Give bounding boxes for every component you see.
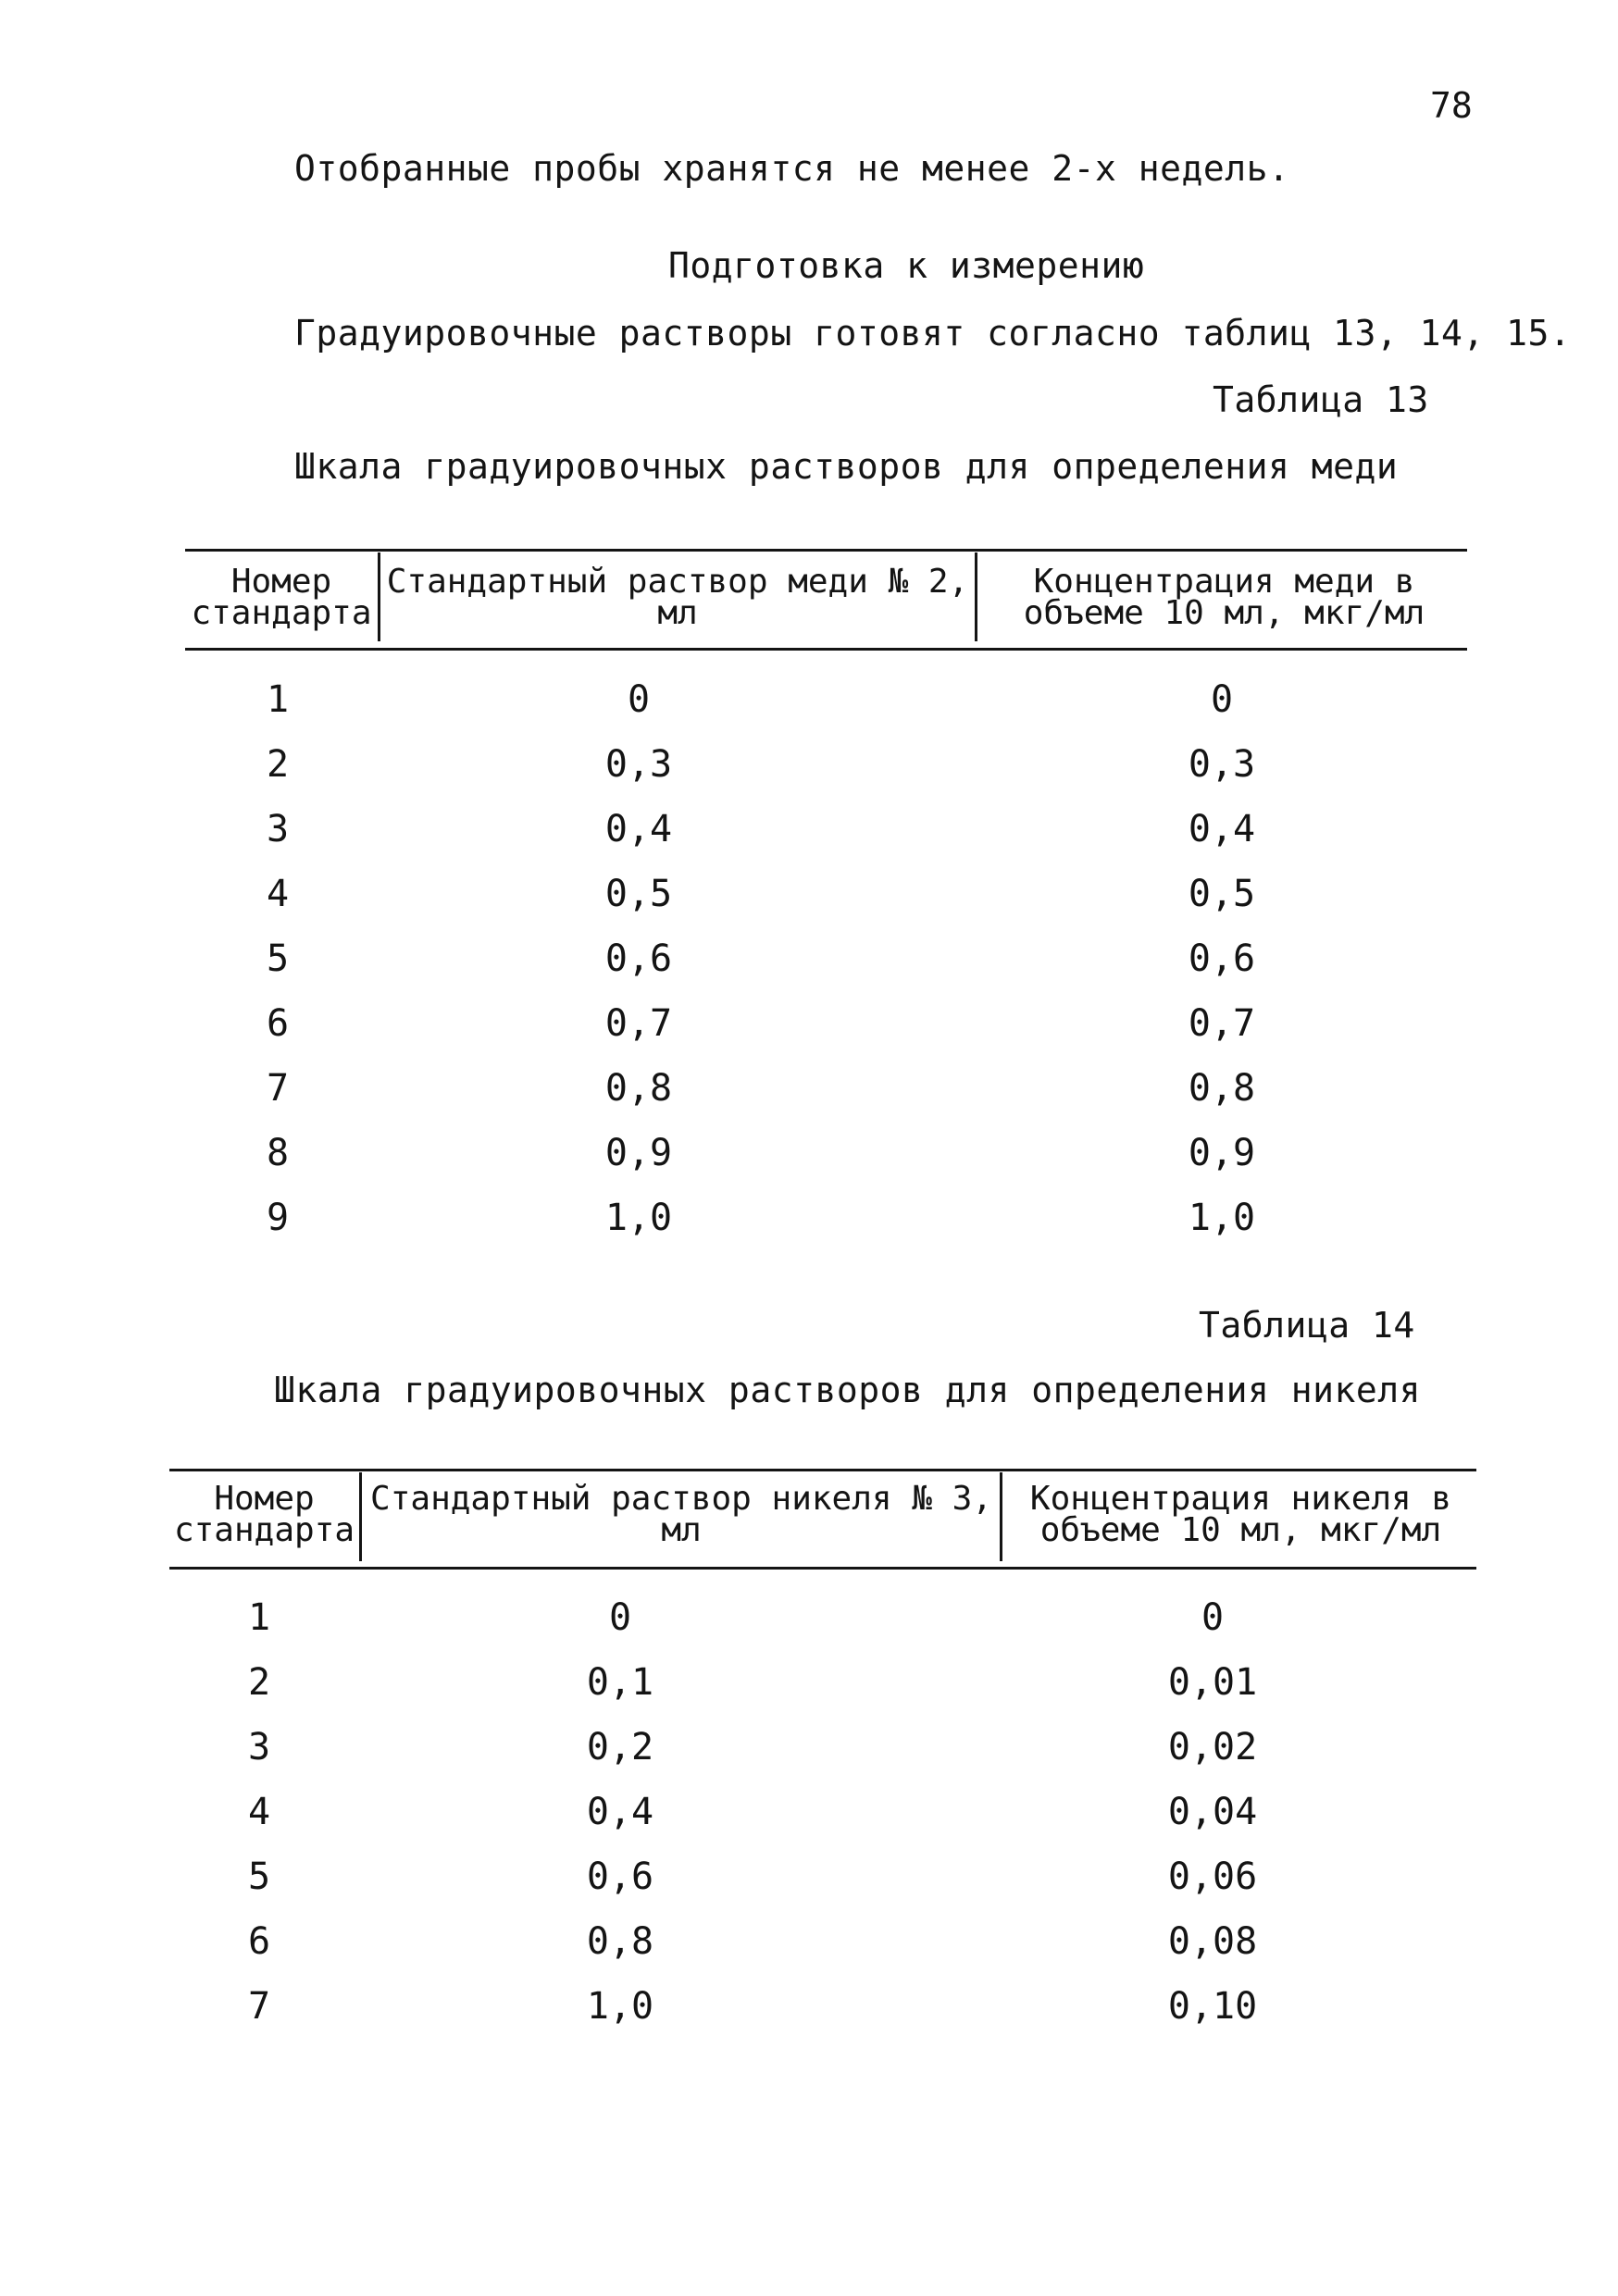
table13-cell: 9 (266, 1197, 290, 1239)
calibration-line: Градуировочные растворы готовят согласно таблиц 13, 14, 15. (294, 313, 1572, 354)
table14-header-number (169, 1480, 359, 1549)
table13-cell: 0,9 (604, 1132, 673, 1174)
table14-cell: 7 (247, 1985, 271, 2028)
table13-cell: 1,0 (604, 1197, 673, 1239)
table13-cell: 0,7 (604, 1002, 673, 1045)
table13-cell: 0,3 (604, 743, 673, 786)
table14-header-number-line2: стандарта (173, 1511, 355, 1549)
table13-cell: 0,7 (1188, 1002, 1256, 1045)
table13-cell: 0,5 (1188, 873, 1256, 915)
table13-header-concentration-line2: объеме 10 мл, мкг/мл (1023, 594, 1425, 632)
table14-cell: 0,08 (1167, 1920, 1258, 1963)
table13-cell: 0,6 (604, 937, 673, 980)
table14-cell: 5 (247, 1855, 271, 1898)
table14-cell: 1,0 (586, 1985, 654, 2028)
table13-cell: 6 (266, 1002, 290, 1045)
table13-cell: 0 (627, 678, 651, 721)
table13-cell: 5 (266, 937, 290, 980)
table14-cell: 6 (247, 1920, 271, 1963)
table14-cell: 0,8 (586, 1920, 654, 1963)
table13-header-solution-line1: Стандартный раствор меди № 2, (386, 563, 969, 601)
table14-header-concentration-line1: Концентрация никеля в (1029, 1480, 1452, 1518)
table13-label: Таблица 13 (1213, 379, 1429, 420)
table13-cell: 0,6 (1188, 937, 1256, 980)
table14-col-divider-1 (359, 1472, 362, 1561)
table13-cell: 0,5 (604, 873, 673, 915)
table13-cell: 0,4 (604, 808, 673, 850)
table13-cell: 0,8 (604, 1067, 673, 1110)
table14-header-rule (169, 1567, 1476, 1570)
table13-header-number-line1: Номер (230, 563, 332, 601)
table13-cell: 7 (266, 1067, 290, 1110)
table14-cell: 0,02 (1167, 1726, 1258, 1769)
table14-label: Таблица 14 (1199, 1305, 1415, 1346)
table14-col-divider-2 (1000, 1472, 1002, 1561)
table13-cell: 1 (266, 678, 290, 721)
table14-cell: 0,06 (1167, 1855, 1258, 1898)
table13-cell: 0,8 (1188, 1067, 1256, 1110)
section-title: Подготовка к измерению (668, 245, 1145, 286)
table13-col-divider-2 (975, 552, 977, 641)
table13-caption: Шкала градуировочных растворов для определения меди (294, 446, 1399, 487)
table14-header-solution-line1: Стандартный раствор никеля № 3, (370, 1480, 992, 1518)
page-number: 78 (1430, 85, 1473, 126)
table13-header-number-line2: стандарта (191, 594, 372, 632)
table13-header-number (185, 563, 378, 632)
table14-cell: 4 (247, 1791, 271, 1833)
table13-cell: 3 (266, 808, 290, 850)
table13-cell: 1,0 (1188, 1197, 1256, 1239)
table14-header-concentration-line2: объеме 10 мл, мкг/мл (1039, 1511, 1442, 1549)
table14-caption: Шкала градуировочных растворов для определения никеля (274, 1370, 1422, 1410)
table13-top-rule (185, 549, 1467, 552)
table13-header-solution-line2: мл (657, 594, 698, 632)
table14-header-number-line1: Номер (214, 1480, 315, 1518)
table14-cell: 0,10 (1167, 1985, 1258, 2028)
table14-cell: 0 (608, 1596, 632, 1639)
table13-col-divider-1 (378, 552, 380, 641)
table13-cell: 8 (266, 1132, 290, 1174)
table14-cell: 3 (247, 1726, 271, 1769)
table13-header-solution (381, 563, 974, 632)
intro-line: Отобранные пробы хранятся не менее 2-х недель. (294, 148, 1290, 189)
table14-cell: 0,04 (1167, 1791, 1258, 1833)
table14-cell: 1 (247, 1596, 271, 1639)
table13-cell: 0,9 (1188, 1132, 1256, 1174)
table13-cell: 2 (266, 743, 290, 786)
table13-cell: 0,4 (1188, 808, 1256, 850)
table14-header-solution (363, 1480, 1000, 1549)
table14-cell: 0,1 (586, 1661, 654, 1704)
table14-header-solution-line2: мл (661, 1511, 702, 1549)
table14-cell: 2 (247, 1661, 271, 1704)
table14-top-rule (169, 1469, 1476, 1471)
table14-cell: 0,6 (586, 1855, 654, 1898)
table13-cell: 0 (1210, 678, 1234, 721)
table13-header-rule (185, 648, 1467, 651)
table14-cell: 0,2 (586, 1726, 654, 1769)
table13-cell: 4 (266, 873, 290, 915)
table13-header-concentration-line1: Концентрация меди в (1033, 563, 1415, 601)
table14-cell: 0 (1201, 1596, 1225, 1639)
table14-cell: 0,4 (586, 1791, 654, 1833)
table14-cell: 0,01 (1167, 1661, 1258, 1704)
table13-header-concentration (981, 563, 1467, 632)
table14-header-concentration (1005, 1480, 1476, 1549)
table13-cell: 0,3 (1188, 743, 1256, 786)
